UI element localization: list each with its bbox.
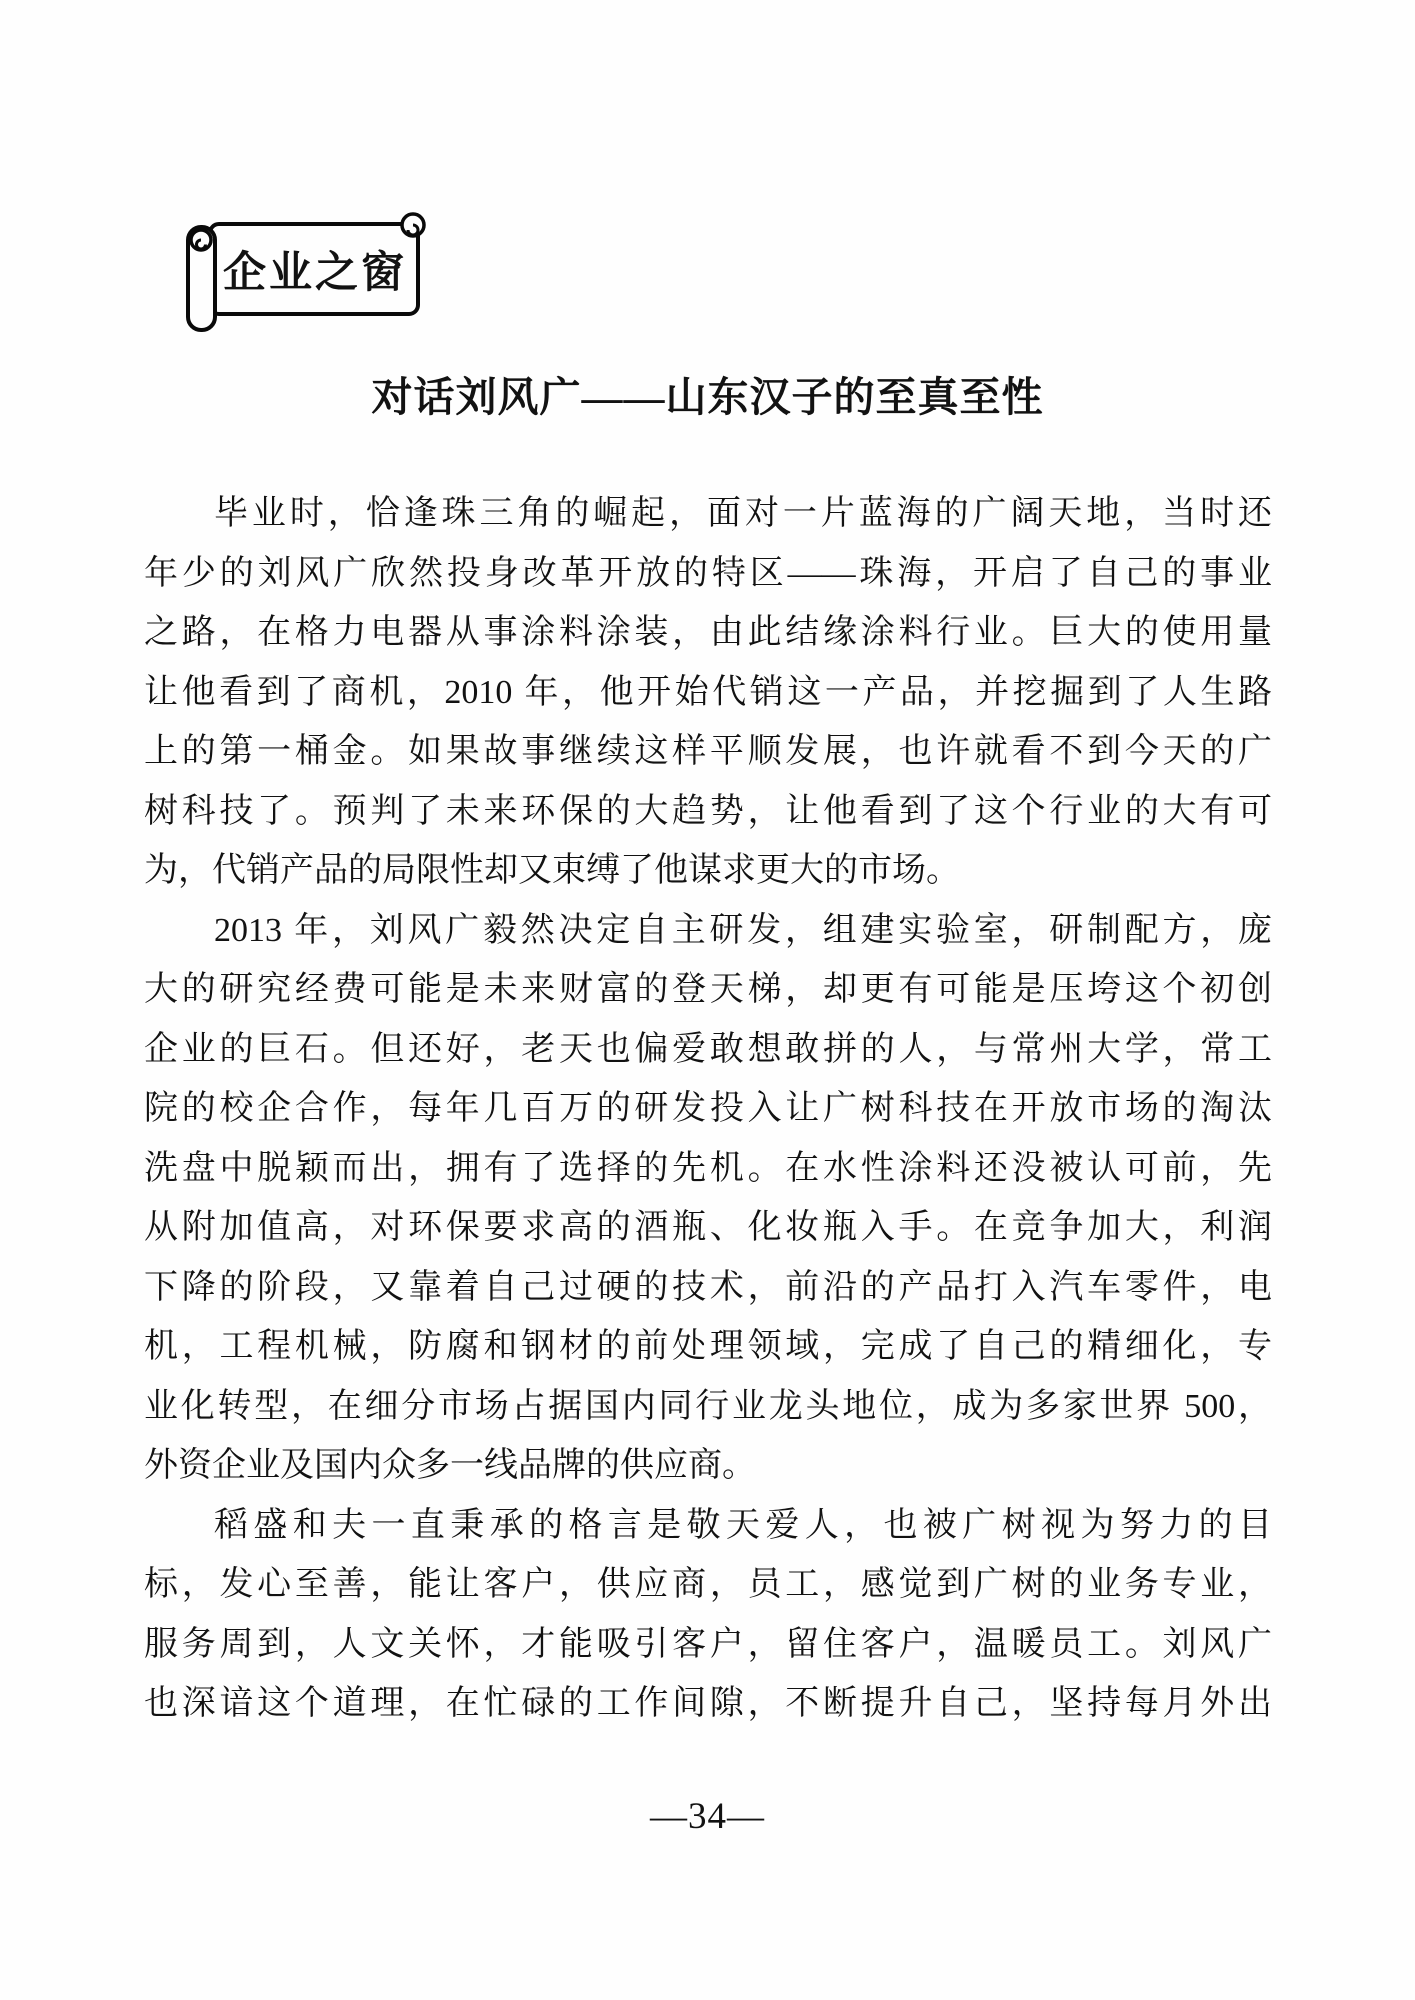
text-line: 2013 年，刘风广毅然决定自主研发，组建实验室，研制配方，庞 xyxy=(214,911,1272,949)
text-line: 大的研究经费可能是未来财富的登天梯，却更有可能是压垮这个初创 xyxy=(144,971,1272,1008)
section-banner xyxy=(186,211,431,336)
text-line: 机，工程机械，防腐和钢材的前处理领域，完成了自己的精细化，专 xyxy=(144,1328,1272,1365)
paragraph xyxy=(144,901,1272,1496)
text-line: 从附加值高，对环保要求高的酒瓶、化妆瓶入手。在竞争加大，利润 xyxy=(144,1209,1272,1246)
text-line: 洗盘中脱颖而出，拥有了选择的先机。在水性涂料还没被认可前，先 xyxy=(144,1149,1272,1187)
text-line: 稻盛和夫一直秉承的格言是敬天爱人，也被广树视为努力的目 xyxy=(214,1506,1272,1544)
text-line: 服务周到，人文关怀，才能吸引客户，留住客户，温暖员工。刘风广 xyxy=(144,1625,1272,1663)
article-title: 对话刘风广——山东汉子的至真至性 xyxy=(371,374,1044,420)
article-body xyxy=(144,484,1272,1734)
text-line: 标，发心至善，能让客户，供应商，员工，感觉到广树的业务专业， xyxy=(144,1566,1272,1603)
text-line: 业化转型，在细分市场占据国内同行业龙头地位，成为多家世界 500， xyxy=(144,1387,1272,1425)
text-line: 让他看到了商机，2010 年，他开始代销这一产品，并挖掘到了人生路 xyxy=(144,673,1272,711)
page-number: —34— xyxy=(650,1796,765,1837)
text-line: 院的校企合作，每年几百万的研发投入让广树科技在开放市场的淘汰 xyxy=(144,1090,1272,1127)
text-line: 为，代销产品的局限性却又束缚了他谋求更大的市场。 xyxy=(144,852,960,889)
paragraph xyxy=(144,484,1272,901)
text-line: 企业的巨石。但还好，老天也偏爱敢想敢拼的人，与常州大学，常工 xyxy=(144,1030,1272,1068)
text-line: 树科技了。预判了未来环保的大趋势，让他看到了这个行业的大有可 xyxy=(144,792,1272,830)
text-line: 毕业时，恰逢珠三角的崛起，面对一片蓝海的广阔天地，当时还 xyxy=(214,495,1272,532)
text-line: 上的第一桶金。如果故事继续这样平顺发展，也许就看不到今天的广 xyxy=(144,733,1272,770)
text-line: 外资企业及国内众多一线品牌的供应商。 xyxy=(144,1447,756,1484)
text-line: 也深谙这个道理，在忙碌的工作间隙，不断提升自己，坚持每月外出 xyxy=(144,1685,1272,1722)
text-line: 年少的刘风广欣然投身改革开放的特区——珠海，开启了自己的事业 xyxy=(144,554,1272,592)
text-line: 之路，在格力电器从事涂料涂装，由此结缘涂料行业。巨大的使用量 xyxy=(144,614,1272,651)
paragraph xyxy=(144,1496,1272,1734)
section-banner-label: 企业之窗 xyxy=(223,249,407,297)
text-line: 下降的阶段，又靠着自己过硬的技术，前沿的产品打入汽车零件，电 xyxy=(144,1268,1272,1306)
